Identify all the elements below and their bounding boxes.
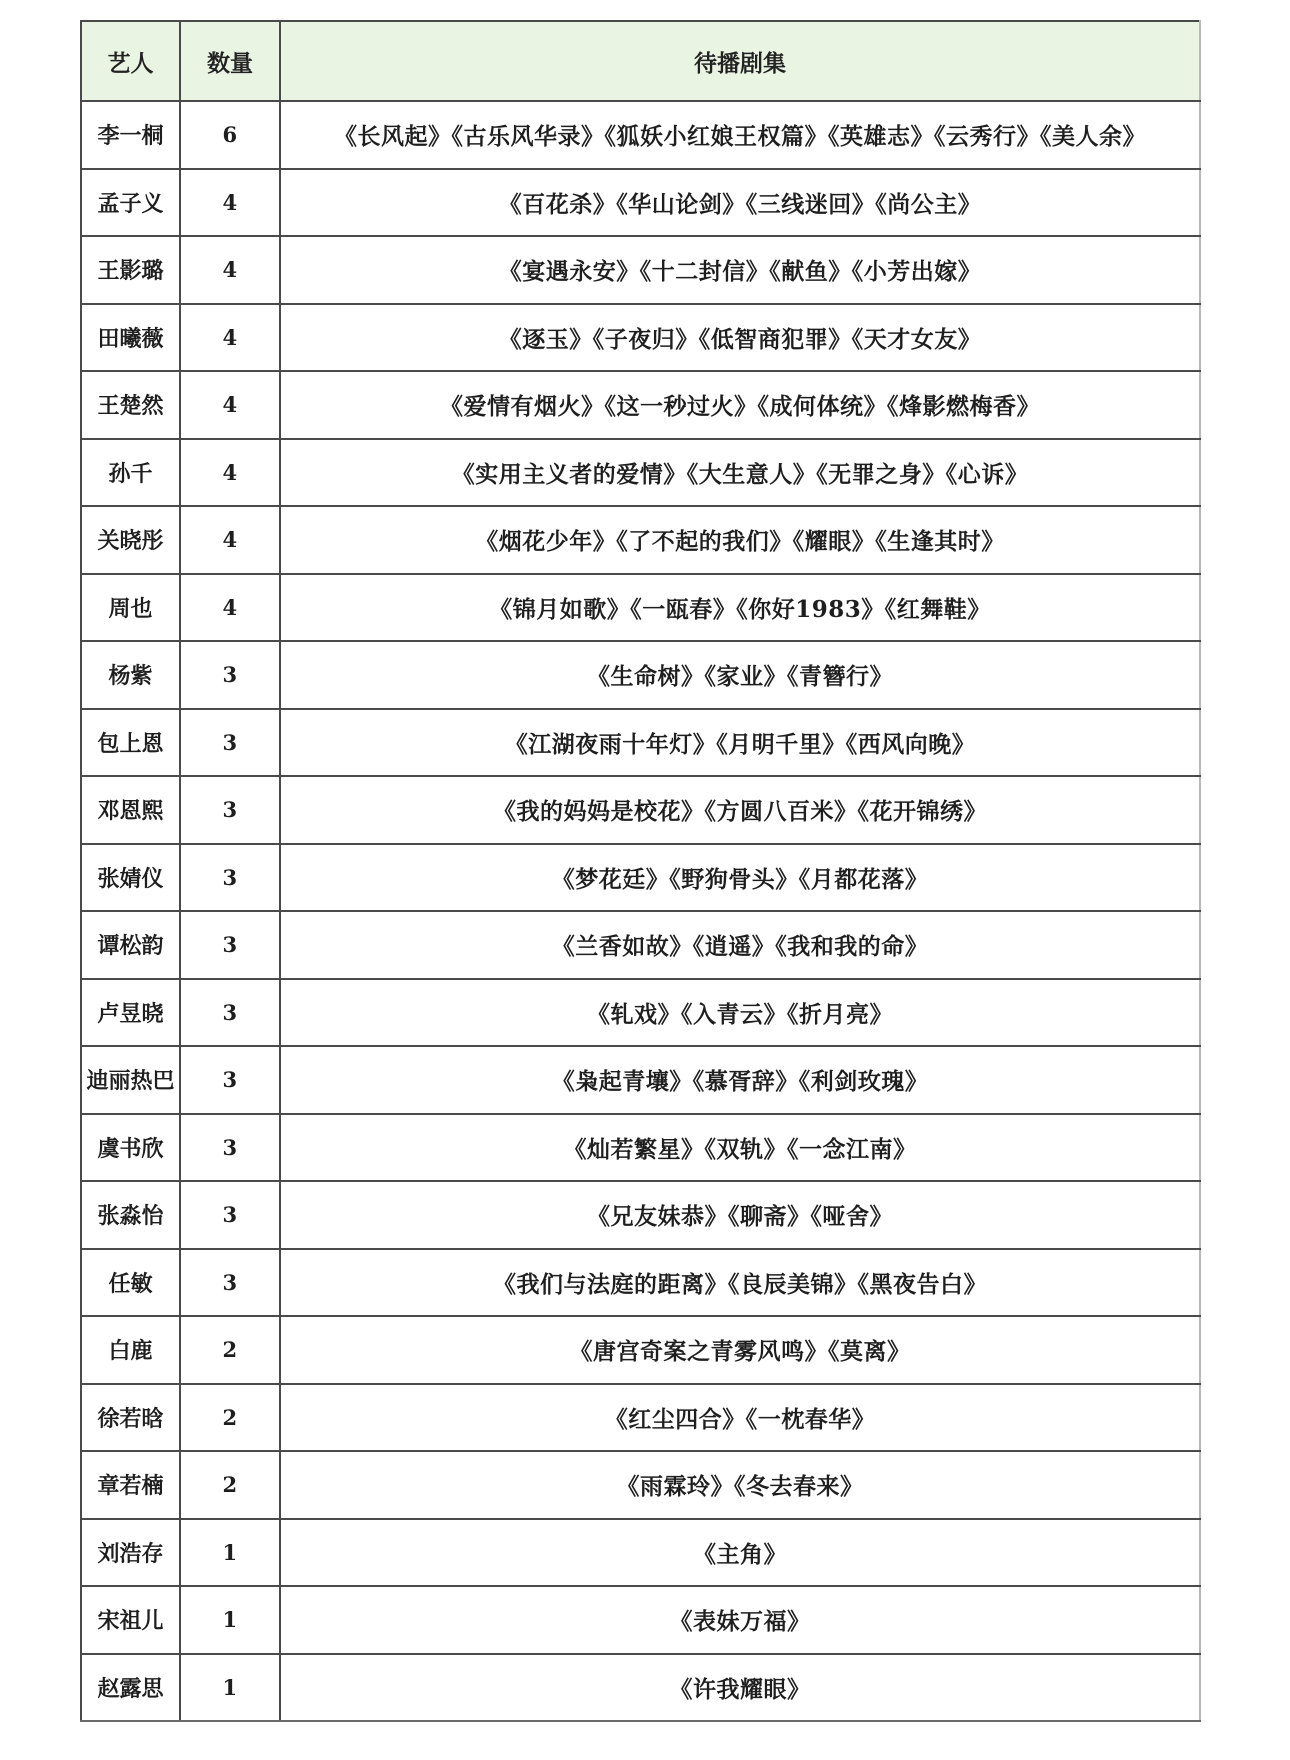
pending-shows-cell: 《我们与法庭的距离》《良辰美锦》《黑夜告白》 xyxy=(280,1249,1200,1317)
pending-shows-cell: 《兰香如故》《逍遥》《我和我的命》 xyxy=(280,911,1200,979)
drama-count-cell: 3 xyxy=(180,776,280,844)
header-count: 数量 xyxy=(180,21,280,101)
artist-name-cell: 关晓彤 xyxy=(81,506,180,574)
pending-shows-cell: 《梦花廷》《野狗骨头》《月都花落》 xyxy=(280,844,1200,912)
pending-shows-cell: 《锦月如歌》《一瓯春》《你好1983》《红舞鞋》 xyxy=(280,574,1200,642)
table-row xyxy=(81,371,1200,439)
artist-name-cell: 章若楠 xyxy=(81,1451,180,1519)
artist-name-cell: 任敏 xyxy=(81,1249,180,1317)
table-body xyxy=(81,101,1200,1721)
drama-count-cell: 4 xyxy=(180,169,280,237)
pending-shows-cell: 《我的妈妈是校花》《方圆八百米》《花开锦绣》 xyxy=(280,776,1200,844)
pending-shows-cell: 《烟花少年》《了不起的我们》《耀眼》《生逢其时》 xyxy=(280,506,1200,574)
table-row xyxy=(81,1046,1200,1114)
artist-name-cell: 赵露思 xyxy=(81,1654,180,1722)
drama-count-cell: 4 xyxy=(180,439,280,507)
pending-shows-cell: 《灿若繁星》《双轨》《一念江南》 xyxy=(280,1114,1200,1182)
table-row xyxy=(81,1451,1200,1519)
table-row xyxy=(81,1181,1200,1249)
artist-name-cell: 孟子义 xyxy=(81,169,180,237)
artist-name-cell: 卢昱晓 xyxy=(81,979,180,1047)
drama-count-cell: 1 xyxy=(180,1654,280,1722)
drama-count-cell: 3 xyxy=(180,911,280,979)
header-artist: 艺人 xyxy=(81,21,180,101)
table-row xyxy=(81,1654,1200,1722)
drama-count-cell: 4 xyxy=(180,371,280,439)
pending-shows-cell: 《百花杀》《华山论剑》《三线迷回》《尚公主》 xyxy=(280,169,1200,237)
artist-name-cell: 周也 xyxy=(81,574,180,642)
drama-count-cell: 3 xyxy=(180,1249,280,1317)
pending-shows-cell: 《逐玉》《子夜归》《低智商犯罪》《天才女友》 xyxy=(280,304,1200,372)
pending-shows-cell: 《爱情有烟火》《这一秒过火》《成何体统》《烽影燃梅香》 xyxy=(280,371,1200,439)
artist-name-cell: 杨紫 xyxy=(81,641,180,709)
artist-name-cell: 迪丽热巴 xyxy=(81,1046,180,1114)
table-row xyxy=(81,844,1200,912)
drama-count-cell: 1 xyxy=(180,1519,280,1587)
drama-count-cell: 3 xyxy=(180,1046,280,1114)
drama-count-cell: 2 xyxy=(180,1451,280,1519)
drama-count-cell: 4 xyxy=(180,236,280,304)
artist-name-cell: 张淼怡 xyxy=(81,1181,180,1249)
artist-name-cell: 白鹿 xyxy=(81,1316,180,1384)
pending-shows-cell: 《枭起青壤》《慕胥辞》《利剑玫瑰》 xyxy=(280,1046,1200,1114)
header-shows: 待播剧集 xyxy=(280,21,1200,101)
artist-name-cell: 谭松韵 xyxy=(81,911,180,979)
drama-count-cell: 3 xyxy=(180,641,280,709)
pending-shows-cell: 《江湖夜雨十年灯》《月明千里》《西风向晚》 xyxy=(280,709,1200,777)
table-header xyxy=(81,21,1200,101)
artist-name-cell: 孙千 xyxy=(81,439,180,507)
pending-shows-cell: 《唐宫奇案之青雾风鸣》《莫离》 xyxy=(280,1316,1200,1384)
drama-count-cell: 3 xyxy=(180,1181,280,1249)
drama-count-cell: 2 xyxy=(180,1384,280,1452)
table-row xyxy=(81,709,1200,777)
table-row xyxy=(81,641,1200,709)
table-row xyxy=(81,1519,1200,1587)
table-row xyxy=(81,1586,1200,1654)
pending-shows-cell: 《兄友妹恭》《聊斋》《哑舍》 xyxy=(280,1181,1200,1249)
artist-name-cell: 刘浩存 xyxy=(81,1519,180,1587)
artist-name-cell: 王影璐 xyxy=(81,236,180,304)
drama-count-cell: 4 xyxy=(180,574,280,642)
drama-count-cell: 3 xyxy=(180,1114,280,1182)
pending-shows-cell: 《轧戏》《入青云》《折月亮》 xyxy=(280,979,1200,1047)
drama-count-cell: 4 xyxy=(180,506,280,574)
artist-name-cell: 张婧仪 xyxy=(81,844,180,912)
pending-shows-cell: 《宴遇永安》《十二封信》《献鱼》《小芳出嫁》 xyxy=(280,236,1200,304)
table-row xyxy=(81,1114,1200,1182)
artist-name-cell: 田曦薇 xyxy=(81,304,180,372)
artist-name-cell: 徐若晗 xyxy=(81,1384,180,1452)
table-row xyxy=(81,979,1200,1047)
pending-shows-cell: 《红尘四合》《一枕春华》 xyxy=(280,1384,1200,1452)
artist-name-cell: 虞书欣 xyxy=(81,1114,180,1182)
table-row xyxy=(81,304,1200,372)
drama-count-cell: 3 xyxy=(180,844,280,912)
artist-name-cell: 李一桐 xyxy=(81,101,180,169)
artist-name-cell: 包上恩 xyxy=(81,709,180,777)
drama-count-cell: 6 xyxy=(180,101,280,169)
table-row xyxy=(81,1249,1200,1317)
table-row xyxy=(81,506,1200,574)
pending-dramas-table xyxy=(80,20,1201,1722)
drama-count-cell: 4 xyxy=(180,304,280,372)
pending-shows-cell: 《生命树》《家业》《青簪行》 xyxy=(280,641,1200,709)
pending-shows-cell: 《主角》 xyxy=(280,1519,1200,1587)
table-row xyxy=(81,911,1200,979)
drama-count-cell: 2 xyxy=(180,1316,280,1384)
artist-name-cell: 王楚然 xyxy=(81,371,180,439)
table-row xyxy=(81,439,1200,507)
header-row xyxy=(81,21,1200,101)
table-row xyxy=(81,169,1200,237)
pending-shows-cell: 《长风起》《古乐风华录》《狐妖小红娘王权篇》《英雄志》《云秀行》《美人余》 xyxy=(280,101,1200,169)
table-row xyxy=(81,236,1200,304)
table-row xyxy=(81,776,1200,844)
table-row xyxy=(81,1316,1200,1384)
pending-shows-cell: 《许我耀眼》 xyxy=(280,1654,1200,1722)
table-row xyxy=(81,101,1200,169)
drama-count-cell: 3 xyxy=(180,709,280,777)
drama-count-cell: 1 xyxy=(180,1586,280,1654)
pending-shows-cell: 《实用主义者的爱情》《大生意人》《无罪之身》《心诉》 xyxy=(280,439,1200,507)
table-row xyxy=(81,1384,1200,1452)
pending-shows-cell: 《表妹万福》 xyxy=(280,1586,1200,1654)
pending-shows-cell: 《雨霖玲》《冬去春来》 xyxy=(280,1451,1200,1519)
drama-count-cell: 3 xyxy=(180,979,280,1047)
artist-name-cell: 宋祖儿 xyxy=(81,1586,180,1654)
table-row xyxy=(81,574,1200,642)
artist-name-cell: 邓恩熙 xyxy=(81,776,180,844)
